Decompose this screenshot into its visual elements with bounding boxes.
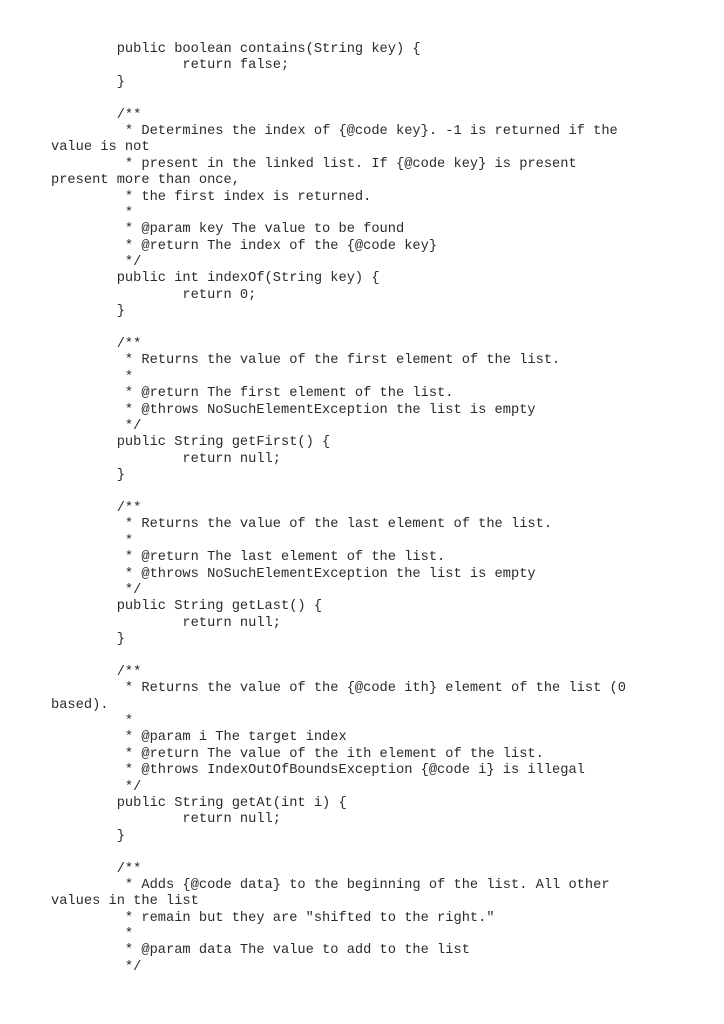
code-line: value is not bbox=[51, 140, 150, 156]
code-line: /** bbox=[51, 664, 142, 680]
code-line: * Returns the value of the first element of the list. bbox=[51, 353, 561, 369]
code-listing bbox=[51, 42, 626, 976]
code-line: present more than once, bbox=[51, 173, 240, 189]
code-line: /** bbox=[51, 861, 142, 877]
code-line: /** bbox=[51, 107, 142, 123]
code-line: * @throws NoSuchElementException the list is empty bbox=[51, 402, 536, 418]
code-line: * Returns the value of the {@code ith} element of the list (0 bbox=[51, 681, 626, 697]
code-line: */ bbox=[51, 959, 142, 975]
code-line: } bbox=[51, 828, 125, 844]
code-line bbox=[51, 485, 626, 501]
code-line: * @return The last element of the list. bbox=[51, 550, 446, 566]
code-line: * @param key The value to be found bbox=[51, 222, 405, 238]
code-line: return null; bbox=[51, 615, 281, 631]
code-line: } bbox=[51, 632, 125, 648]
code-line: } bbox=[51, 468, 125, 484]
code-line: */ bbox=[51, 779, 142, 795]
code-line: * @throws NoSuchElementException the list is empty bbox=[51, 566, 536, 582]
code-line: } bbox=[51, 304, 125, 320]
code-line: } bbox=[51, 74, 125, 90]
code-line: * @return The index of the {@code key} bbox=[51, 238, 438, 254]
code-line: * bbox=[51, 714, 134, 730]
code-line: return 0; bbox=[51, 287, 257, 303]
code-line: * present in the linked list. If {@code key} is present bbox=[51, 156, 577, 172]
code-line: * @param i The target index bbox=[51, 730, 347, 746]
code-line: public String getLast() { bbox=[51, 599, 323, 615]
code-line: * @throws IndexOutOfBoundsException {@code i} is illegal bbox=[51, 763, 585, 779]
code-line: * the first index is returned. bbox=[51, 189, 372, 205]
code-line: return false; bbox=[51, 58, 290, 74]
code-line: * bbox=[51, 205, 134, 221]
code-line: return null; bbox=[51, 451, 281, 467]
code-line: * bbox=[51, 369, 134, 385]
code-line: /** bbox=[51, 337, 142, 353]
code-line: values in the list bbox=[51, 894, 199, 910]
code-line: */ bbox=[51, 582, 142, 598]
code-line: public String getAt(int i) { bbox=[51, 795, 347, 811]
code-line: * @return The value of the ith element of the list. bbox=[51, 746, 544, 762]
code-line: */ bbox=[51, 255, 142, 271]
code-line: * Adds {@code data} to the beginning of the list. All other bbox=[51, 877, 610, 893]
code-line: * Returns the value of the last element of the list. bbox=[51, 517, 553, 533]
code-line: * remain but they are "shifted to the right." bbox=[51, 910, 495, 926]
code-line: return null; bbox=[51, 812, 281, 828]
code-line bbox=[51, 648, 626, 664]
code-line: /** bbox=[51, 500, 142, 516]
code-line: */ bbox=[51, 418, 142, 434]
code-line bbox=[51, 91, 626, 107]
code-line: public String getFirst() { bbox=[51, 435, 331, 451]
code-line: * bbox=[51, 533, 134, 549]
code-line: * Determines the index of {@code key}. -1 is returned if the bbox=[51, 123, 618, 139]
code-line: public boolean contains(String key) { bbox=[51, 42, 421, 57]
code-line: * @return The first element of the list. bbox=[51, 386, 454, 402]
code-line bbox=[51, 845, 626, 861]
code-line: * @param data The value to add to the list bbox=[51, 943, 470, 959]
code-line: public int indexOf(String key) { bbox=[51, 271, 380, 287]
code-line bbox=[51, 321, 626, 337]
code-line: * bbox=[51, 927, 134, 943]
code-line: based). bbox=[51, 697, 109, 713]
